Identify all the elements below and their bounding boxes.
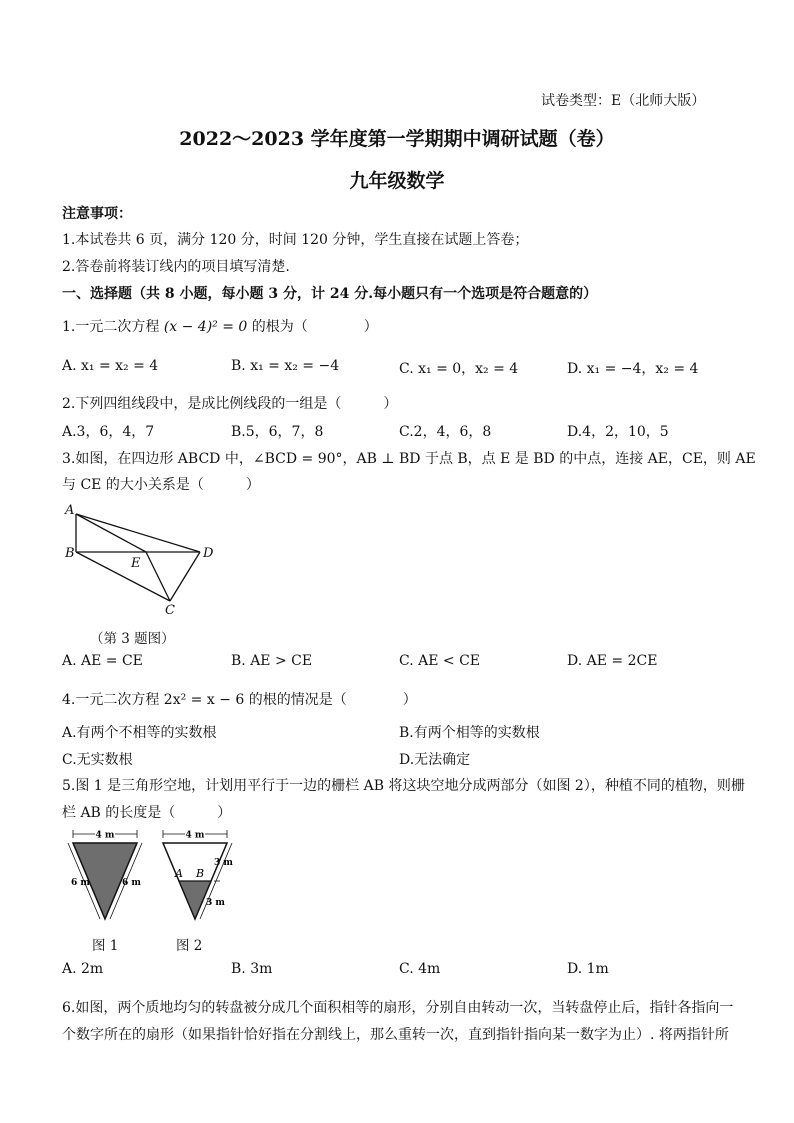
question-6-line1: 6.如图，两个质地均匀的转盘被分成几个面积相等的扇形，分别自由转动一次，当转盘停止后，指针各指向一 bbox=[62, 1000, 734, 1016]
fig2-right-lower-label: 3 m bbox=[206, 898, 225, 908]
q1-option-d: D. x₁ = −4，x₂ = 4 bbox=[567, 361, 699, 377]
question-3-stem-line1: 3.如图，在四边形 ABCD 中，∠BCD = 90°，AB ⊥ BD 于点 B，点 E 是 BD 的中点，连接 AE，CE，则 AE bbox=[62, 451, 756, 467]
q5-option-d: D. 1m bbox=[567, 961, 609, 977]
q1-stem-b: 的根为（ ） bbox=[251, 319, 378, 335]
q3-option-d: D. AE = 2CE bbox=[567, 653, 658, 669]
fig1-right-label: 6 m bbox=[122, 878, 141, 888]
q3-option-c: C. AE < CE bbox=[399, 653, 481, 669]
fig2-label-b: B bbox=[196, 867, 205, 880]
q3-label-a: A bbox=[65, 503, 75, 518]
q3-segment-bc bbox=[76, 552, 170, 601]
q1-equation: (x − 4)² = 0 bbox=[163, 319, 248, 335]
page-subtitle: 九年级数学 bbox=[349, 170, 445, 192]
fig2-top-label: 4 m bbox=[185, 830, 205, 841]
q3-label-d: D bbox=[203, 546, 214, 561]
q1-option-c: C. x₁ = 0，x₂ = 4 bbox=[399, 361, 519, 377]
fig2-label-a: A bbox=[175, 867, 183, 880]
q4-option-c: C.无实数根 bbox=[62, 752, 133, 768]
q4-option-a: A.有两个不相等的实数根 bbox=[62, 725, 217, 741]
q4-option-b: B.有两个相等的实数根 bbox=[399, 725, 540, 741]
question-1-stem bbox=[62, 316, 378, 336]
question-6-line2: 个数字所在的扇形（如果指针恰好指在分割线上，那么重转一次，直到指针指向某一数字为止）. 将两指针所 bbox=[62, 1027, 729, 1043]
fig1-top-label: 4 m bbox=[95, 830, 115, 841]
q2-option-c: C.2，4，6，8 bbox=[399, 424, 492, 440]
fig2-right-upper-label: 3 m bbox=[214, 858, 233, 868]
q3-segment-ec bbox=[146, 552, 170, 601]
q3-segment-dc bbox=[170, 552, 200, 601]
q5-figure-2 bbox=[150, 825, 245, 925]
question-5-stem-line2: 栏 AB 的长度是（ ） bbox=[62, 805, 232, 821]
q4-option-d: D.无法确定 bbox=[399, 752, 471, 768]
q1-option-a: A. x₁ = x₂ = 4 bbox=[62, 358, 159, 374]
q5-option-b: B. 3m bbox=[231, 961, 273, 977]
q3-segment-ad bbox=[76, 514, 200, 552]
question-3-stem-line2: 与 CE 的大小关系是（ ） bbox=[62, 477, 260, 493]
page-title: 2022～2023 学年度第一学期期中调研试题（卷） bbox=[179, 128, 615, 150]
q5-figure-1 bbox=[60, 825, 150, 925]
q2-option-b: B.5，6，7，8 bbox=[231, 424, 324, 440]
q1-option-b: B. x₁ = x₂ = −4 bbox=[231, 358, 340, 374]
fig1-left-label: 6 m bbox=[71, 878, 90, 888]
fig1-caption: 图 1 bbox=[92, 938, 119, 954]
q3-figure bbox=[60, 500, 220, 618]
q3-label-e: E bbox=[131, 556, 141, 571]
q3-label-c: C bbox=[165, 603, 175, 618]
q3-option-a: A. AE = CE bbox=[62, 653, 143, 669]
question-5-stem-line1: 5.图 1 是三角形空地，计划用平行于一边的栅栏 AB 将这块空地分成两部分（如图 2），种植不同的植物，则栅 bbox=[62, 778, 745, 794]
notes-heading: 注意事项： bbox=[62, 206, 132, 222]
note-item-2: 2.答卷前将装订线内的项目填写清楚. bbox=[62, 259, 290, 275]
question-4-stem: 4.一元二次方程 2x² = x − 6 的根的情况是（ ） bbox=[62, 692, 417, 708]
q5-option-c: C. 4m bbox=[399, 961, 441, 977]
section-heading: 一、选择题（共 8 小题，每小题 3 分，计 24 分.每小题只有一个选项是符合题意的） bbox=[62, 286, 598, 302]
q1-stem-a: 1.一元二次方程 bbox=[62, 319, 160, 335]
q5-option-a: A. 2m bbox=[62, 961, 104, 977]
question-2-stem: 2.下列四组线段中，是成比例线段的一组是（ ） bbox=[62, 396, 398, 412]
note-item-1: 1.本试卷共 6 页，满分 120 分，时间 120 分钟，学生直接在试题上答卷； bbox=[62, 232, 529, 248]
paper-type: 试卷类型：E（北师大版） bbox=[541, 93, 706, 109]
fig2-caption: 图 2 bbox=[176, 938, 203, 954]
q3-segment-ae bbox=[76, 514, 146, 552]
q3-label-b: B bbox=[65, 546, 75, 561]
q2-option-d: D.4，2，10，5 bbox=[567, 424, 669, 440]
q2-option-a: A.3，6，4，7 bbox=[62, 424, 155, 440]
q3-caption: （第 3 题图） bbox=[90, 631, 175, 647]
q3-option-b: B. AE > CE bbox=[231, 653, 313, 669]
